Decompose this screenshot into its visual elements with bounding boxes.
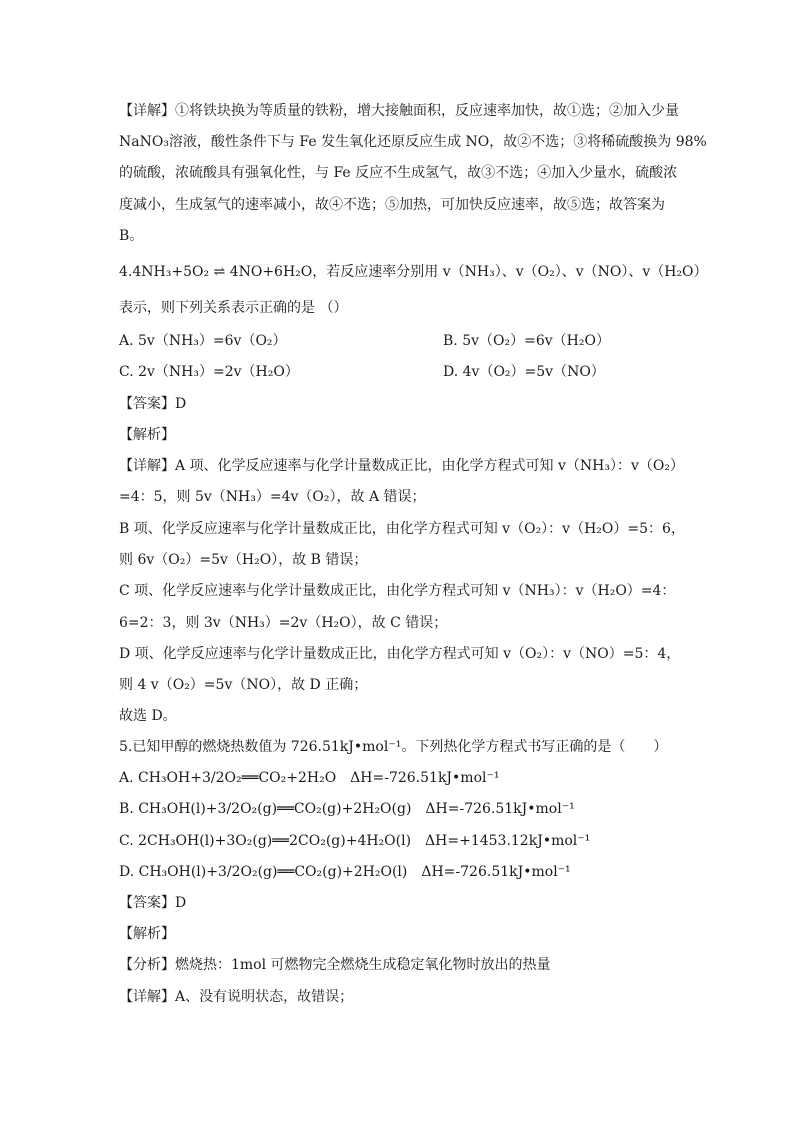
para-line: 【详解】①将铁块换为等质量的铁粉，增大接触面积，反应速率加快，故①选；②加入少量 [119,103,679,119]
question-4-option-c: C. 2v（NH₃）=2v（H₂O） [119,364,299,380]
question-5-option-a: A. CH₃OH+3/2O₂══CO₂+2H₂O ΔH=-726.51kJ•mol⁻¹ [119,770,500,786]
answer-label: 【答案】D [119,895,187,911]
para-line: NaNO₃溶液，酸性条件下与 Fe 发生氧化还原反应生成 NO，故②不选；③将稀硫酸换为 98% [119,134,707,150]
para-line: B。 [119,228,144,244]
detail-line: 6=2：3，则 3v（NH₃）=2v（H₂O），故 C 错误； [119,615,448,631]
question-4-option-d: D. 4v（O₂）=5v（NO） [443,364,605,380]
question-4-option-b: B. 5v（O₂）=6v（H₂O） [443,333,610,349]
detail-line: 【详解】A、没有说明状态，故错误； [119,989,354,1005]
detail-line: B 项、化学反应速率与化学计量数成正比，由化学方程式可知 v（O₂）：v（H₂O）=5：6， [119,521,685,537]
detail-line: 则 4 v（O₂）=5v（NO），故 D 正确； [119,677,368,693]
analysis-label: 【解析】 [119,427,175,443]
question-5-option-b: B. CH₃OH(l)+3/2O₂(g)══CO₂(g)+2H₂O(g) ΔH=-726.51kJ•mol⁻¹ [119,801,575,817]
question-4-option-a: A. 5v（NH₃）=6v（O₂） [119,333,287,349]
question-5-option-c: C. 2CH₃OH(l)+3O₂(g)══2CO₂(g)+4H₂O(l) ΔH=+1453.12kJ•mol⁻¹ [119,833,591,849]
para-line: 的硫酸，浓硫酸具有强氧化性，与 Fe 反应不生成氢气，故③不选；④加入少量水，硫酸浓 [119,165,678,181]
detail-line: D 项、化学反应速率与化学计量数成正比，由化学方程式可知 v（O₂）：v（NO）=5：4， [119,646,681,662]
analysis-label: 【解析】 [119,926,175,942]
detail-line: C 项、化学反应速率与化学计量数成正比，由化学方程式可知 v（NH₃）：v（H₂O）=4： [119,583,676,599]
analysis-note: 【分析】燃烧热：1mol 可燃物完全燃烧生成稳定氧化物时放出的热量 [119,957,551,973]
answer-label: 【答案】D [119,396,187,412]
question-4-stem-cont: 表示，则下列关系表示正确的是 （） [119,300,348,316]
question-4-stem: 4.4NH₃+5O₂ ⇌ 4NO+6H₂O，若反应速率分别用 v（NH₃）、v（O₂）、v（NO）、v（H₂O） [119,264,708,280]
detail-line: 故选 D。 [119,708,177,724]
question-5-stem: 5.已知甲醇的燃烧热数值为 726.51kJ•mol⁻¹。下列热化学方程式书写正确的是（ ） [119,739,668,755]
detail-line: =4：5，则 5v（NH₃）=4v（O₂），故 A 错误； [119,489,426,505]
detail-line: 则 6v（O₂）=5v（H₂O），故 B 错误； [119,552,368,568]
question-5-option-d: D. CH₃OH(l)+3/2O₂(g)══CO₂(g)+2H₂O(l) ΔH=-726.51kJ•mol⁻¹ [119,864,571,880]
para-line: 度减小，生成氢气的速率减小，故④不选；⑤加热，可加快反应速率，故⑤选；故答案为 [119,197,665,213]
detail-line: 【详解】A 项、化学反应速率与化学计量数成正比，由化学方程式可知 v（NH₃）：v（O₂） [119,458,684,474]
